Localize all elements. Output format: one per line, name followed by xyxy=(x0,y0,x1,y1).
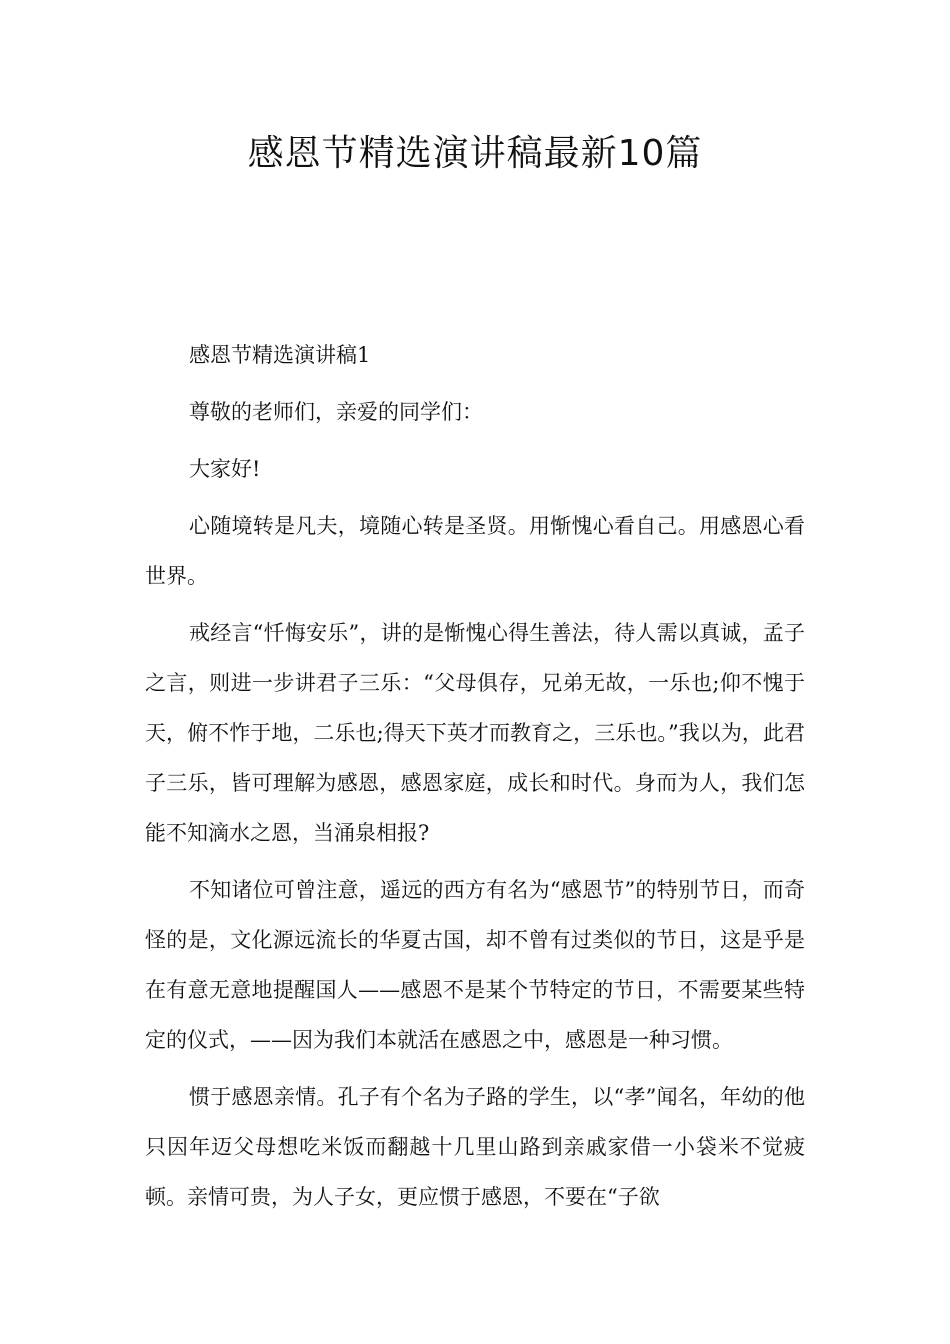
paragraph-heading: 感恩节精选演讲稿1 xyxy=(189,343,371,367)
paragraph: 心随境转是凡夫，境随心转是圣贤。用惭愧心看自己。用感恩心看世界。 xyxy=(145,514,805,588)
paragraph: 不知诸位可曾注意，遥远的西方有名为“感恩节”的特别节日，而奇怪的是，文化源远流长的华夏古国，却不曾有过类似的节日，这是乎是在有意无意地提醒国人——感恩不是某个节特定的节日，不需要某些特定的仪式，——因为我们本就活在感恩之中，感恩是一种习惯。 xyxy=(145,878,805,1052)
paragraph: 惯于感恩亲情。孔子有个名为子路的学生，以“孝”闻名，年幼的他只因年迈父母想吃米饭而翻越十几里山路到亲戚家借一小袋米不觉疲顿。亲情可贵，为人子女，更应惯于感恩，不要在“子欲 xyxy=(145,1085,805,1209)
document-title: 感恩节精选演讲稿最新10篇 xyxy=(247,133,703,174)
paragraph-salutation: 尊敬的老师们，亲爱的同学们： xyxy=(189,400,483,424)
paragraph: 戒经言“忏悔安乐”，讲的是惭愧心得生善法，待人需以真诚，孟子之言，则进一步讲君子三乐：“父母俱存，兄弟无故，一乐也;仰不愧于天，俯不怍于地，二乐也;得天下英才而教育之，三乐也。”我以为，此君子三乐，皆可理解为感恩，感恩家庭，成长和时代。身而为人，我们怎能不知滴水之恩，当涌泉相报? xyxy=(145,621,805,845)
paragraph-greeting: 大家好! xyxy=(189,457,261,481)
document-body xyxy=(145,330,805,1229)
